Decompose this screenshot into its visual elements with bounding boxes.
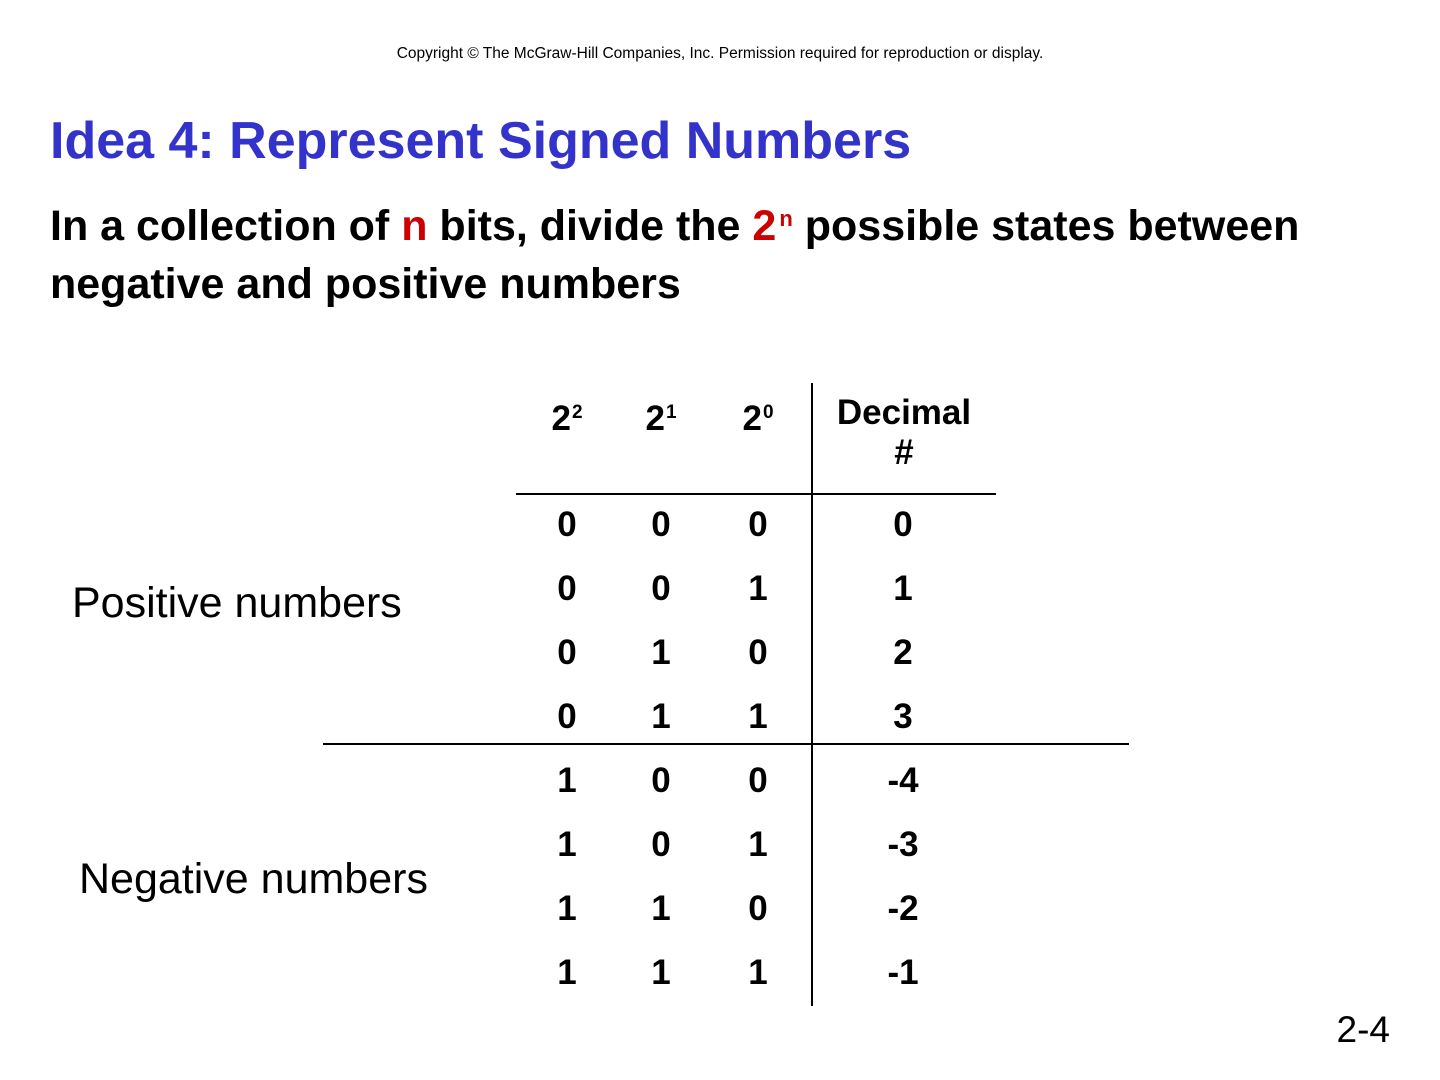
table-cell: 1: [557, 825, 577, 864]
table-cell-decimal: -2: [887, 889, 919, 928]
subtitle-two-highlight: 2: [752, 202, 777, 250]
header-divider: [516, 493, 996, 495]
header-decimal-line1: Decimal: [836, 393, 972, 432]
subtitle-text-3: possible states between negative and positive numbers: [50, 202, 1300, 308]
table-cell: 0: [651, 825, 671, 864]
header-2-zero: [708, 393, 808, 439]
subtitle-text-2: bits, divide the: [427, 202, 753, 250]
table-cell: 0: [651, 761, 671, 800]
table-cell: 1: [651, 697, 671, 736]
table-cell: 0: [748, 761, 768, 800]
table-cell: 1: [748, 953, 768, 992]
table-cell: 1: [651, 953, 671, 992]
positive-numbers-label: Positive numbers: [72, 579, 402, 627]
negative-numbers-label: Negative numbers: [79, 855, 428, 903]
header-base: 2: [645, 399, 665, 438]
header-exponent: 1: [665, 402, 677, 423]
table-cell: 0: [651, 569, 671, 608]
table-cell: 0: [557, 505, 577, 544]
header-exponent: 2: [571, 402, 583, 423]
table-cell: 1: [748, 569, 768, 608]
subtitle-n-highlight: n: [401, 202, 428, 250]
table-cell-decimal: 1: [893, 569, 913, 608]
table-cell-decimal: -1: [887, 953, 919, 992]
table-cell: 1: [557, 953, 577, 992]
header-exponent: 0: [762, 402, 774, 423]
decimal-column-divider: [811, 383, 813, 1006]
table-cell-decimal: -3: [887, 825, 919, 864]
header-base: 2: [742, 399, 762, 438]
subtitle-exponent: n: [779, 206, 793, 231]
subtitle-text-1: In a collection of: [50, 202, 402, 250]
slide-subtitle: [50, 190, 1390, 313]
table-cell: 1: [748, 825, 768, 864]
header-2-first: [611, 393, 711, 439]
table-cell: 0: [748, 633, 768, 672]
header-2-squared: [517, 393, 617, 439]
header-base: 2: [551, 399, 571, 438]
slide-number: 2-4: [1336, 1009, 1390, 1050]
table-cell: 1: [748, 697, 768, 736]
table-cell: 1: [651, 889, 671, 928]
table-cell: 0: [557, 569, 577, 608]
sign-divider: [323, 743, 1129, 745]
table-cell: 0: [557, 633, 577, 672]
table-cell-decimal: 2: [893, 633, 913, 672]
copyright-notice: Copyright © The McGraw-Hill Companies, Inc. Permission required for reproduction or display.: [396, 45, 1044, 62]
header-decimal: [814, 393, 994, 473]
table-cell-decimal: 3: [893, 697, 913, 736]
table-cell: 0: [748, 505, 768, 544]
table-cell: 1: [651, 633, 671, 672]
table-cell: 0: [748, 889, 768, 928]
table-cell: 0: [557, 697, 577, 736]
table-cell: 0: [651, 505, 671, 544]
table-cell-decimal: 0: [893, 505, 913, 544]
table-cell: 1: [557, 761, 577, 800]
table-cell-decimal: -4: [887, 761, 919, 800]
slide-title: Idea 4: Represent Signed Numbers: [50, 112, 912, 170]
table-cell: 1: [557, 889, 577, 928]
header-decimal-line2: #: [894, 433, 914, 472]
